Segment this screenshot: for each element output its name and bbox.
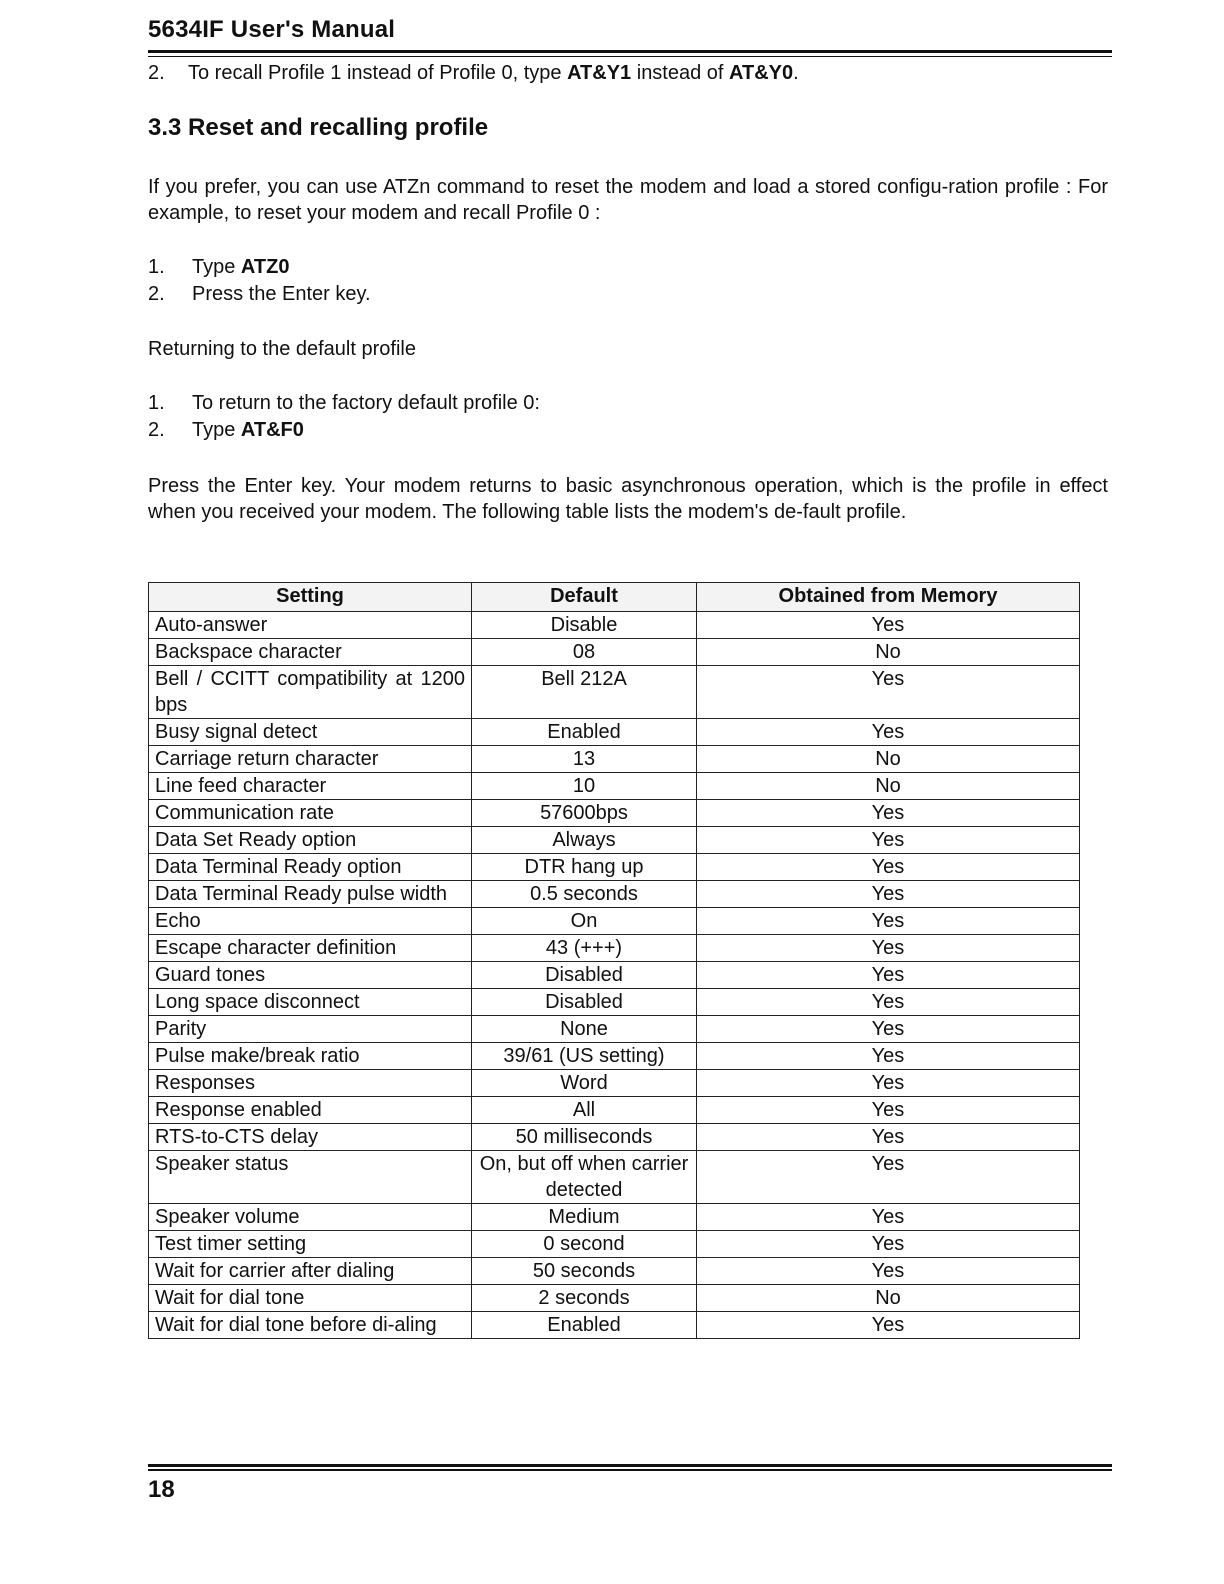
default-cell: On: [472, 908, 697, 935]
footer-rule: [148, 1464, 1112, 1471]
steps2-item-1: [148, 390, 540, 416]
memory-cell: Yes: [697, 1151, 1080, 1204]
memory-cell: Yes: [697, 1204, 1080, 1231]
steps1-item-2: [148, 281, 371, 307]
default-cell: Enabled: [472, 1312, 697, 1339]
steps1-item-1: [148, 254, 289, 280]
memory-cell: Yes: [697, 1312, 1080, 1339]
memory-cell: Yes: [697, 908, 1080, 935]
setting-cell: Parity: [149, 1016, 472, 1043]
table-row: [149, 612, 1080, 639]
setting-cell: Wait for dial tone: [149, 1285, 472, 1312]
default-cell: 08: [472, 639, 697, 666]
setting-cell: Data Terminal Ready option: [149, 854, 472, 881]
default-cell: Always: [472, 827, 697, 854]
steps1-item-2-number: 2.: [148, 283, 165, 305]
memory-cell: Yes: [697, 1070, 1080, 1097]
setting-cell: RTS-to-CTS delay: [149, 1124, 472, 1151]
default-cell: 13: [472, 746, 697, 773]
default-cell: 39/61 (US setting): [472, 1043, 697, 1070]
header-setting: Setting: [149, 583, 472, 612]
table-row: [149, 800, 1080, 827]
intro-step-text-c: .: [793, 62, 799, 84]
setting-cell: Speaker status: [149, 1151, 472, 1204]
memory-cell: Yes: [697, 1043, 1080, 1070]
header-rule: [148, 50, 1112, 57]
table-row: [149, 854, 1080, 881]
setting-cell: Escape character definition: [149, 935, 472, 962]
intro-step-text-b: instead of: [631, 62, 730, 84]
default-cell: Disabled: [472, 962, 697, 989]
setting-cell: Auto-answer: [149, 612, 472, 639]
table-row: [149, 1285, 1080, 1312]
memory-cell: Yes: [697, 854, 1080, 881]
setting-cell: Speaker volume: [149, 1204, 472, 1231]
steps1-item-2-text: Press the Enter key.: [192, 283, 371, 305]
default-cell: 10: [472, 773, 697, 800]
default-profile-table: [148, 582, 1080, 1339]
memory-cell: No: [697, 639, 1080, 666]
table-row: [149, 1070, 1080, 1097]
table-row: [149, 1097, 1080, 1124]
setting-cell: Carriage return character: [149, 746, 472, 773]
memory-cell: Yes: [697, 1258, 1080, 1285]
setting-cell: Communication rate: [149, 800, 472, 827]
default-cell: 50 seconds: [472, 1258, 697, 1285]
table-row: [149, 1043, 1080, 1070]
returning-heading: Returning to the default profile: [148, 338, 416, 360]
table-row: [149, 881, 1080, 908]
default-cell: 57600bps: [472, 800, 697, 827]
table-row: [149, 1312, 1080, 1339]
table-row: [149, 962, 1080, 989]
default-cell: Medium: [472, 1204, 697, 1231]
steps2-item-1-number: 1.: [148, 392, 165, 414]
memory-cell: Yes: [697, 612, 1080, 639]
setting-cell: Pulse make/break ratio: [149, 1043, 472, 1070]
table-row: [149, 773, 1080, 800]
setting-cell: Wait for dial tone before di-aling: [149, 1312, 472, 1339]
steps2-item-2-command: AT&F0: [240, 419, 304, 441]
table-row: [149, 908, 1080, 935]
memory-cell: Yes: [697, 989, 1080, 1016]
table-row: [149, 639, 1080, 666]
setting-cell: Test timer setting: [149, 1231, 472, 1258]
default-cell: 0.5 seconds: [472, 881, 697, 908]
default-cell: On, but off when carrier detected: [472, 1151, 697, 1204]
table-row: [149, 1151, 1080, 1204]
intro-step-text-a: To recall Profile 1 instead of Profile 0, type: [188, 62, 568, 84]
default-cell: DTR hang up: [472, 854, 697, 881]
table-row: [149, 1231, 1080, 1258]
setting-cell: Long space disconnect: [149, 989, 472, 1016]
setting-cell: Data Terminal Ready pulse width: [149, 881, 472, 908]
table-row: [149, 1258, 1080, 1285]
table-row: [149, 666, 1080, 719]
setting-cell: Response enabled: [149, 1097, 472, 1124]
intro-step-number: 2.: [148, 62, 165, 84]
steps1-item-1-number: 1.: [148, 256, 165, 278]
memory-cell: Yes: [697, 719, 1080, 746]
intro-step: [148, 60, 799, 86]
setting-cell: Bell / CCITT compatibility at 1200 bps: [149, 666, 472, 719]
setting-cell: Wait for carrier after dialing: [149, 1258, 472, 1285]
intro-step-cmd-a: AT&Y1: [567, 62, 632, 84]
table-header-row: [149, 583, 1080, 612]
default-cell: 0 second: [472, 1231, 697, 1258]
default-cell: Enabled: [472, 719, 697, 746]
memory-cell: Yes: [697, 1016, 1080, 1043]
section-paragraph-2: Press the Enter key. Your modem returns to basic asynchronous operation, which is the profile in effect when you received your modem. The following table lists the modem's de-fault profile.: [148, 475, 1108, 523]
steps1-item-1-command: ATZ0: [240, 256, 290, 278]
memory-cell: Yes: [697, 666, 1080, 719]
table-row: [149, 1016, 1080, 1043]
memory-cell: No: [697, 746, 1080, 773]
steps1-item-1-text: Type: [192, 256, 241, 278]
default-cell: Disabled: [472, 989, 697, 1016]
default-cell: 50 milliseconds: [472, 1124, 697, 1151]
default-cell: Word: [472, 1070, 697, 1097]
default-cell: 2 seconds: [472, 1285, 697, 1312]
memory-cell: Yes: [697, 1231, 1080, 1258]
table-row: [149, 719, 1080, 746]
memory-cell: Yes: [697, 962, 1080, 989]
table-row: [149, 746, 1080, 773]
memory-cell: Yes: [697, 800, 1080, 827]
setting-cell: Busy signal detect: [149, 719, 472, 746]
table-row: [149, 1124, 1080, 1151]
manual-title: 5634IF User's Manual: [148, 16, 396, 43]
memory-cell: Yes: [697, 1124, 1080, 1151]
intro-step-cmd-b: AT&Y0: [729, 62, 794, 84]
steps2-item-2: [148, 417, 304, 443]
memory-cell: Yes: [697, 827, 1080, 854]
table-row: [149, 827, 1080, 854]
memory-cell: Yes: [697, 881, 1080, 908]
setting-cell: Echo: [149, 908, 472, 935]
steps2-item-2-text: Type: [192, 419, 241, 441]
memory-cell: No: [697, 1285, 1080, 1312]
header-default: Default: [472, 583, 697, 612]
setting-cell: Backspace character: [149, 639, 472, 666]
default-cell: Bell 212A: [472, 666, 697, 719]
table-row: [149, 1204, 1080, 1231]
default-cell: Disable: [472, 612, 697, 639]
setting-cell: Guard tones: [149, 962, 472, 989]
page-number: 18: [148, 1476, 175, 1503]
default-cell: All: [472, 1097, 697, 1124]
memory-cell: No: [697, 773, 1080, 800]
setting-cell: Data Set Ready option: [149, 827, 472, 854]
table-row: [149, 935, 1080, 962]
header-obtained-from-memory: Obtained from Memory: [697, 583, 1080, 612]
section-paragraph-1: If you prefer, you can use ATZn command to reset the modem and load a stored configu-ration profile : For example, to reset your modem and recall Profile 0 :: [148, 176, 1108, 224]
section-title: 3.3 Reset and recalling profile: [148, 114, 489, 141]
setting-cell: Line feed character: [149, 773, 472, 800]
setting-cell: Responses: [149, 1070, 472, 1097]
memory-cell: Yes: [697, 935, 1080, 962]
default-cell: None: [472, 1016, 697, 1043]
memory-cell: Yes: [697, 1097, 1080, 1124]
table-row: [149, 989, 1080, 1016]
steps2-item-1-text: To return to the factory default profile 0:: [192, 392, 540, 414]
steps2-item-2-number: 2.: [148, 419, 165, 441]
default-cell: 43 (+++): [472, 935, 697, 962]
